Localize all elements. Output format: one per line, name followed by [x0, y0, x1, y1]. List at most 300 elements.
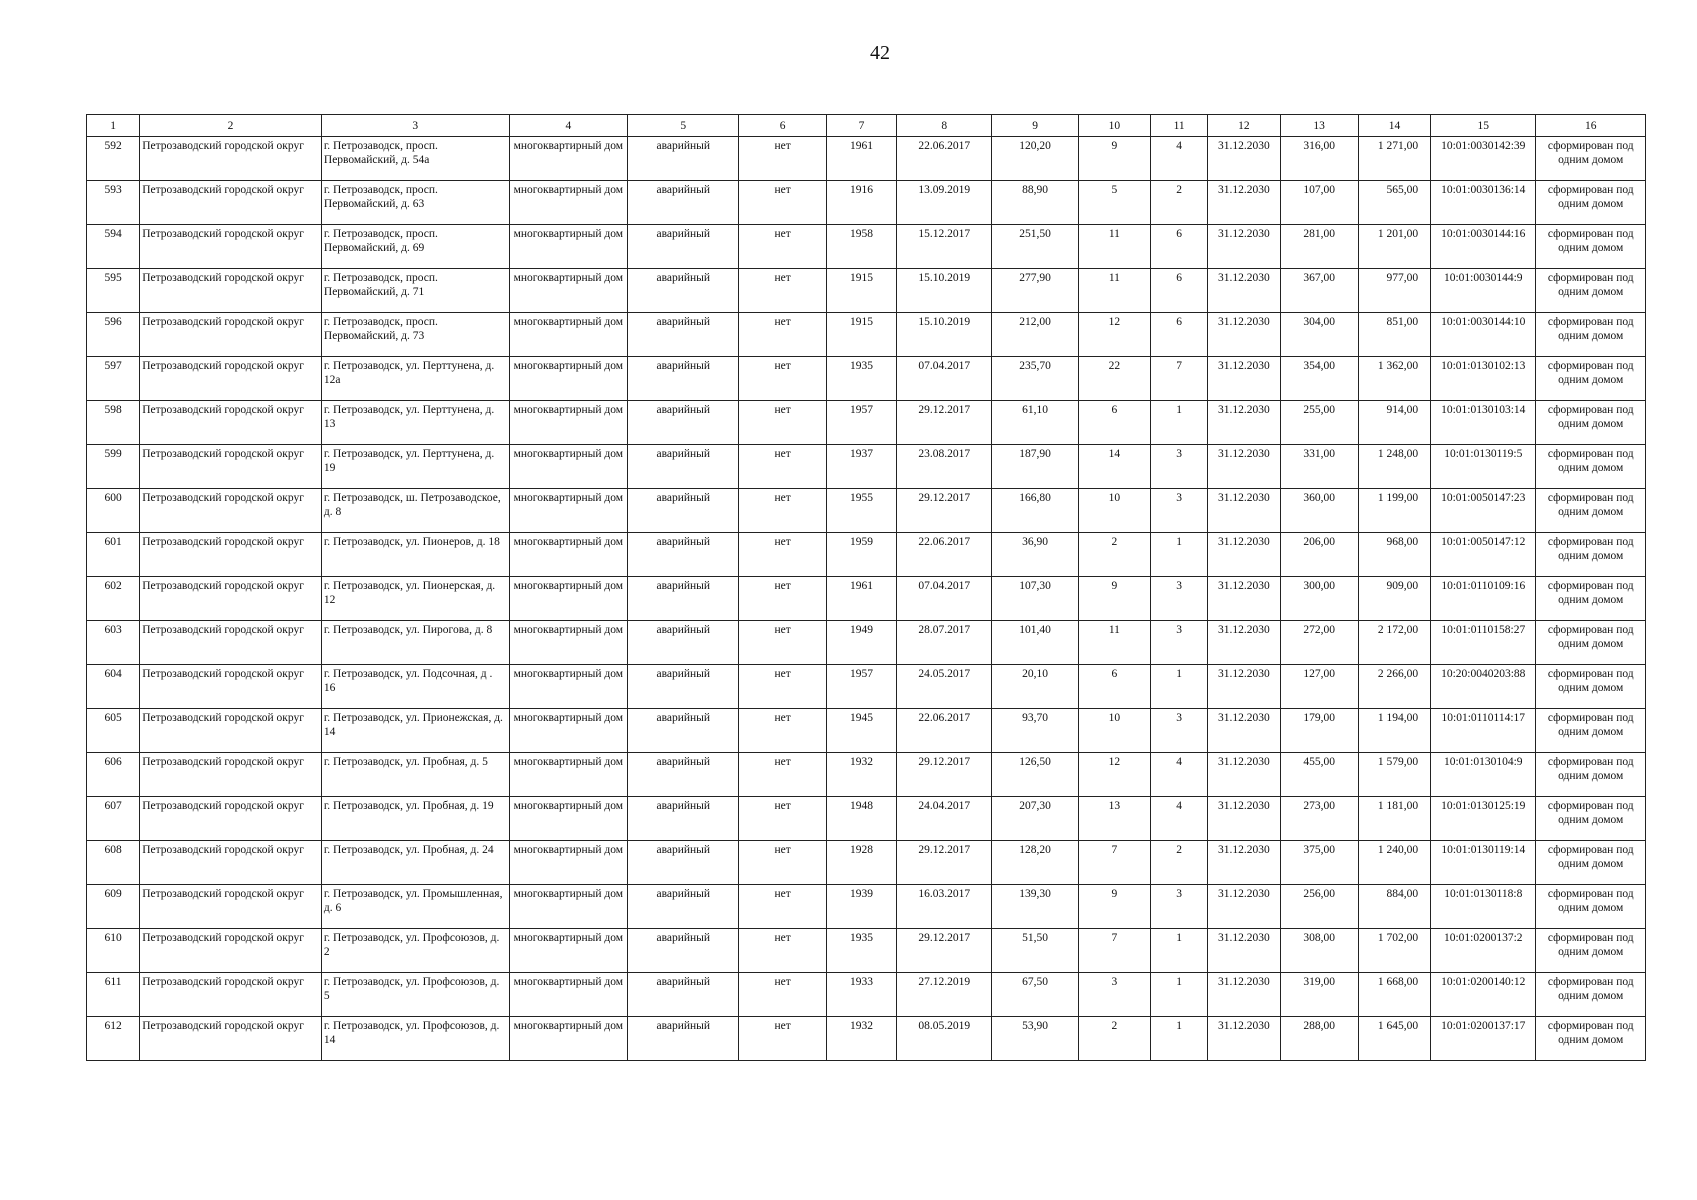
year-cell: 1935: [826, 929, 896, 973]
row-number-cell: 610: [87, 929, 140, 973]
cadastral-number-cell: 10:01:0200137:2: [1431, 929, 1536, 973]
value-cell: 304,00: [1280, 313, 1358, 357]
district-cell: Петрозаводский городской округ: [140, 313, 322, 357]
district-cell: Петрозаводский городской округ: [140, 225, 322, 269]
cadastral-number-cell: 10:01:0030144:9: [1431, 269, 1536, 313]
value-cell: 977,00: [1358, 269, 1430, 313]
flag-cell: нет: [739, 269, 826, 313]
value-cell: 1 181,00: [1358, 797, 1430, 841]
year-cell: 1949: [826, 621, 896, 665]
row-number-cell: 608: [87, 841, 140, 885]
recognition-date-cell: 13.09.2019: [897, 181, 992, 225]
status-cell: аварийный: [628, 313, 739, 357]
flag-cell: нет: [739, 885, 826, 929]
value-cell: 272,00: [1280, 621, 1358, 665]
address-cell: г. Петрозаводск, ул. Профсоюзов, д. 2: [321, 929, 509, 973]
district-cell: Петрозаводский городской округ: [140, 885, 322, 929]
count-cell: 12: [1078, 753, 1150, 797]
flag-cell: нет: [739, 841, 826, 885]
status-cell: аварийный: [628, 445, 739, 489]
value-cell: 565,00: [1358, 181, 1430, 225]
table-row: [87, 621, 1646, 665]
address-cell: г. Петрозаводск, ул. Промышленная, д. 6: [321, 885, 509, 929]
count-cell: 1: [1151, 929, 1208, 973]
address-cell: г. Петрозаводск, ул. Перттунена, д. 12а: [321, 357, 509, 401]
area-cell: 166,80: [992, 489, 1078, 533]
table-row: [87, 269, 1646, 313]
recognition-date-cell: 23.08.2017: [897, 445, 992, 489]
count-cell: 3: [1151, 885, 1208, 929]
status-cell: аварийный: [628, 753, 739, 797]
value-cell: 308,00: [1280, 929, 1358, 973]
count-cell: 4: [1151, 797, 1208, 841]
address-cell: г. Петрозаводск, ул. Профсоюзов, д. 14: [321, 1017, 509, 1061]
flag-cell: нет: [739, 533, 826, 577]
address-cell: г. Петрозаводск, ул. Перттунена, д. 13: [321, 401, 509, 445]
value-cell: 107,00: [1280, 181, 1358, 225]
district-cell: Петрозаводский городской округ: [140, 753, 322, 797]
deadline-cell: 31.12.2030: [1208, 489, 1280, 533]
value-cell: 851,00: [1358, 313, 1430, 357]
status-cell: аварийный: [628, 621, 739, 665]
address-cell: г. Петрозаводск, просп. Первомайский, д. 63: [321, 181, 509, 225]
deadline-cell: 31.12.2030: [1208, 533, 1280, 577]
count-cell: 6: [1078, 401, 1150, 445]
count-cell: 1: [1151, 401, 1208, 445]
recognition-date-cell: 07.04.2017: [897, 357, 992, 401]
value-cell: 288,00: [1280, 1017, 1358, 1061]
deadline-cell: 31.12.2030: [1208, 269, 1280, 313]
status-cell: аварийный: [628, 357, 739, 401]
flag-cell: нет: [739, 445, 826, 489]
status-cell: аварийный: [628, 225, 739, 269]
district-cell: Петрозаводский городской округ: [140, 665, 322, 709]
value-cell: 273,00: [1280, 797, 1358, 841]
district-cell: Петрозаводский городской округ: [140, 841, 322, 885]
district-cell: Петрозаводский городской округ: [140, 269, 322, 313]
year-cell: 1937: [826, 445, 896, 489]
district-cell: Петрозаводский городской округ: [140, 797, 322, 841]
area-cell: 277,90: [992, 269, 1078, 313]
deadline-cell: 31.12.2030: [1208, 797, 1280, 841]
value-cell: 914,00: [1358, 401, 1430, 445]
building-type-cell: многоквартирный дом: [509, 665, 627, 709]
recognition-date-cell: 29.12.2017: [897, 401, 992, 445]
land-plot-note-cell: сформирован под одним домом: [1536, 621, 1646, 665]
value-cell: 206,00: [1280, 533, 1358, 577]
district-cell: Петрозаводский городской округ: [140, 137, 322, 181]
land-plot-note-cell: сформирован под одним домом: [1536, 973, 1646, 1017]
year-cell: 1961: [826, 577, 896, 621]
year-cell: 1955: [826, 489, 896, 533]
area-cell: 126,50: [992, 753, 1078, 797]
row-number-cell: 599: [87, 445, 140, 489]
land-plot-note-cell: сформирован под одним домом: [1536, 225, 1646, 269]
count-cell: 1: [1151, 1017, 1208, 1061]
column-header: 3: [321, 115, 509, 137]
district-cell: Петрозаводский городской округ: [140, 577, 322, 621]
row-number-cell: 612: [87, 1017, 140, 1061]
value-cell: 300,00: [1280, 577, 1358, 621]
count-cell: 9: [1078, 577, 1150, 621]
address-cell: г. Петрозаводск, ш. Петрозаводское, д. 8: [321, 489, 509, 533]
table-row: [87, 445, 1646, 489]
count-cell: 2: [1078, 533, 1150, 577]
year-cell: 1935: [826, 357, 896, 401]
building-type-cell: многоквартирный дом: [509, 489, 627, 533]
value-cell: 319,00: [1280, 973, 1358, 1017]
area-cell: 207,30: [992, 797, 1078, 841]
land-plot-note-cell: сформирован под одним домом: [1536, 489, 1646, 533]
table-row: [87, 665, 1646, 709]
page-number: 42: [870, 42, 890, 64]
status-cell: аварийный: [628, 665, 739, 709]
recognition-date-cell: 24.04.2017: [897, 797, 992, 841]
value-cell: 179,00: [1280, 709, 1358, 753]
building-type-cell: многоквартирный дом: [509, 269, 627, 313]
flag-cell: нет: [739, 709, 826, 753]
deadline-cell: 31.12.2030: [1208, 973, 1280, 1017]
building-type-cell: многоквартирный дом: [509, 621, 627, 665]
area-cell: 101,40: [992, 621, 1078, 665]
deadline-cell: 31.12.2030: [1208, 1017, 1280, 1061]
column-header: 15: [1431, 115, 1536, 137]
value-cell: 316,00: [1280, 137, 1358, 181]
cadastral-number-cell: 10:01:0130119:5: [1431, 445, 1536, 489]
area-cell: 187,90: [992, 445, 1078, 489]
value-cell: 1 668,00: [1358, 973, 1430, 1017]
value-cell: 331,00: [1280, 445, 1358, 489]
year-cell: 1961: [826, 137, 896, 181]
row-number-cell: 604: [87, 665, 140, 709]
count-cell: 4: [1151, 753, 1208, 797]
cadastral-number-cell: 10:01:0050147:23: [1431, 489, 1536, 533]
count-cell: 2: [1151, 181, 1208, 225]
area-cell: 67,50: [992, 973, 1078, 1017]
column-header: 4: [509, 115, 627, 137]
value-cell: 255,00: [1280, 401, 1358, 445]
recognition-date-cell: 24.05.2017: [897, 665, 992, 709]
land-plot-note-cell: сформирован под одним домом: [1536, 533, 1646, 577]
count-cell: 3: [1151, 621, 1208, 665]
address-cell: г. Петрозаводск, ул. Профсоюзов, д. 5: [321, 973, 509, 1017]
count-cell: 11: [1078, 225, 1150, 269]
status-cell: аварийный: [628, 533, 739, 577]
row-number-cell: 607: [87, 797, 140, 841]
deadline-cell: 31.12.2030: [1208, 709, 1280, 753]
table-row: [87, 137, 1646, 181]
deadline-cell: 31.12.2030: [1208, 357, 1280, 401]
deadline-cell: 31.12.2030: [1208, 137, 1280, 181]
column-header: 16: [1536, 115, 1646, 137]
value-cell: 281,00: [1280, 225, 1358, 269]
status-cell: аварийный: [628, 841, 739, 885]
flag-cell: нет: [739, 1017, 826, 1061]
column-header: 14: [1358, 115, 1430, 137]
building-type-cell: многоквартирный дом: [509, 533, 627, 577]
year-cell: 1948: [826, 797, 896, 841]
flag-cell: нет: [739, 577, 826, 621]
area-cell: 51,50: [992, 929, 1078, 973]
address-cell: г. Петрозаводск, просп. Первомайский, д. 71: [321, 269, 509, 313]
count-cell: 2: [1151, 841, 1208, 885]
table-row: [87, 709, 1646, 753]
status-cell: аварийный: [628, 1017, 739, 1061]
deadline-cell: 31.12.2030: [1208, 577, 1280, 621]
year-cell: 1939: [826, 885, 896, 929]
land-plot-note-cell: сформирован под одним домом: [1536, 445, 1646, 489]
count-cell: 14: [1078, 445, 1150, 489]
year-cell: 1957: [826, 401, 896, 445]
address-cell: г. Петрозаводск, ул. Пробная, д. 24: [321, 841, 509, 885]
count-cell: 7: [1151, 357, 1208, 401]
row-number-cell: 592: [87, 137, 140, 181]
row-number-cell: 603: [87, 621, 140, 665]
value-cell: 256,00: [1280, 885, 1358, 929]
value-cell: 1 362,00: [1358, 357, 1430, 401]
column-number-header-row: [87, 115, 1646, 137]
land-plot-note-cell: сформирован под одним домом: [1536, 709, 1646, 753]
building-type-cell: многоквартирный дом: [509, 313, 627, 357]
column-header: 1: [87, 115, 140, 137]
row-number-cell: 594: [87, 225, 140, 269]
year-cell: 1932: [826, 1017, 896, 1061]
address-cell: г. Петрозаводск, ул. Перттунена, д. 19: [321, 445, 509, 489]
address-cell: г. Петрозаводск, ул. Пионерская, д. 12: [321, 577, 509, 621]
deadline-cell: 31.12.2030: [1208, 401, 1280, 445]
count-cell: 1: [1151, 665, 1208, 709]
value-cell: 1 240,00: [1358, 841, 1430, 885]
land-plot-note-cell: сформирован под одним домом: [1536, 797, 1646, 841]
row-number-cell: 605: [87, 709, 140, 753]
recognition-date-cell: 29.12.2017: [897, 841, 992, 885]
value-cell: 909,00: [1358, 577, 1430, 621]
building-type-cell: многоквартирный дом: [509, 225, 627, 269]
table-row: [87, 797, 1646, 841]
address-cell: г. Петрозаводск, ул. Пробная, д. 5: [321, 753, 509, 797]
area-cell: 235,70: [992, 357, 1078, 401]
district-cell: Петрозаводский городской округ: [140, 973, 322, 1017]
count-cell: 22: [1078, 357, 1150, 401]
column-header: 13: [1280, 115, 1358, 137]
count-cell: 6: [1151, 269, 1208, 313]
building-type-cell: многоквартирный дом: [509, 797, 627, 841]
land-plot-note-cell: сформирован под одним домом: [1536, 885, 1646, 929]
count-cell: 4: [1151, 137, 1208, 181]
land-plot-note-cell: сформирован под одним домом: [1536, 181, 1646, 225]
table-row: [87, 841, 1646, 885]
land-plot-note-cell: сформирован под одним домом: [1536, 1017, 1646, 1061]
land-plot-note-cell: сформирован под одним домом: [1536, 269, 1646, 313]
district-cell: Петрозаводский городской округ: [140, 401, 322, 445]
building-type-cell: многоквартирный дом: [509, 885, 627, 929]
value-cell: 1 645,00: [1358, 1017, 1430, 1061]
cadastral-number-cell: 10:01:0130102:13: [1431, 357, 1536, 401]
year-cell: 1957: [826, 665, 896, 709]
deadline-cell: 31.12.2030: [1208, 841, 1280, 885]
status-cell: аварийный: [628, 181, 739, 225]
building-type-cell: многоквартирный дом: [509, 401, 627, 445]
building-type-cell: многоквартирный дом: [509, 577, 627, 621]
cadastral-number-cell: 10:01:0200140:12: [1431, 973, 1536, 1017]
count-cell: 3: [1078, 973, 1150, 1017]
flag-cell: нет: [739, 665, 826, 709]
building-type-cell: многоквартирный дом: [509, 929, 627, 973]
address-cell: г. Петрозаводск, ул. Прионежская, д. 14: [321, 709, 509, 753]
flag-cell: нет: [739, 181, 826, 225]
building-type-cell: многоквартирный дом: [509, 753, 627, 797]
land-plot-note-cell: сформирован под одним домом: [1536, 841, 1646, 885]
column-header: 2: [140, 115, 322, 137]
table-body: [87, 137, 1646, 1061]
land-plot-note-cell: сформирован под одним домом: [1536, 137, 1646, 181]
value-cell: 1 702,00: [1358, 929, 1430, 973]
land-plot-note-cell: сформирован под одним домом: [1536, 313, 1646, 357]
area-cell: 251,50: [992, 225, 1078, 269]
flag-cell: нет: [739, 137, 826, 181]
value-cell: 127,00: [1280, 665, 1358, 709]
recognition-date-cell: 15.10.2019: [897, 269, 992, 313]
status-cell: аварийный: [628, 401, 739, 445]
value-cell: 1 201,00: [1358, 225, 1430, 269]
building-type-cell: многоквартирный дом: [509, 1017, 627, 1061]
cadastral-number-cell: 10:01:0110114:17: [1431, 709, 1536, 753]
year-cell: 1915: [826, 269, 896, 313]
count-cell: 9: [1078, 885, 1150, 929]
address-cell: г. Петрозаводск, ул. Пирогова, д. 8: [321, 621, 509, 665]
recognition-date-cell: 28.07.2017: [897, 621, 992, 665]
cadastral-number-cell: 10:01:0030142:39: [1431, 137, 1536, 181]
value-cell: 2 266,00: [1358, 665, 1430, 709]
recognition-date-cell: 22.06.2017: [897, 137, 992, 181]
area-cell: 20,10: [992, 665, 1078, 709]
cadastral-number-cell: 10:01:0130125:19: [1431, 797, 1536, 841]
deadline-cell: 31.12.2030: [1208, 621, 1280, 665]
building-type-cell: многоквартирный дом: [509, 973, 627, 1017]
year-cell: 1932: [826, 753, 896, 797]
status-cell: аварийный: [628, 709, 739, 753]
table-row: [87, 929, 1646, 973]
area-cell: 53,90: [992, 1017, 1078, 1061]
value-cell: 360,00: [1280, 489, 1358, 533]
count-cell: 7: [1078, 841, 1150, 885]
land-plot-note-cell: сформирован под одним домом: [1536, 929, 1646, 973]
row-number-cell: 593: [87, 181, 140, 225]
row-number-cell: 611: [87, 973, 140, 1017]
deadline-cell: 31.12.2030: [1208, 665, 1280, 709]
year-cell: 1958: [826, 225, 896, 269]
recognition-date-cell: 29.12.2017: [897, 489, 992, 533]
flag-cell: нет: [739, 797, 826, 841]
table-row: [87, 753, 1646, 797]
year-cell: 1933: [826, 973, 896, 1017]
recognition-date-cell: 15.10.2019: [897, 313, 992, 357]
deadline-cell: 31.12.2030: [1208, 885, 1280, 929]
table-row: [87, 577, 1646, 621]
flag-cell: нет: [739, 313, 826, 357]
column-header: 7: [826, 115, 896, 137]
district-cell: Петрозаводский городской округ: [140, 489, 322, 533]
value-cell: 367,00: [1280, 269, 1358, 313]
flag-cell: нет: [739, 973, 826, 1017]
value-cell: 884,00: [1358, 885, 1430, 929]
deadline-cell: 31.12.2030: [1208, 181, 1280, 225]
deadline-cell: 31.12.2030: [1208, 445, 1280, 489]
table-row: [87, 1017, 1646, 1061]
flag-cell: нет: [739, 489, 826, 533]
value-cell: 1 199,00: [1358, 489, 1430, 533]
count-cell: 3: [1151, 445, 1208, 489]
address-cell: г. Петрозаводск, просп. Первомайский, д. 54а: [321, 137, 509, 181]
table-row: [87, 973, 1646, 1017]
deadline-cell: 31.12.2030: [1208, 225, 1280, 269]
count-cell: 6: [1151, 313, 1208, 357]
cadastral-number-cell: 10:01:0130119:14: [1431, 841, 1536, 885]
cadastral-number-cell: 10:01:0130118:8: [1431, 885, 1536, 929]
value-cell: 968,00: [1358, 533, 1430, 577]
column-header: 10: [1078, 115, 1150, 137]
column-header: 5: [628, 115, 739, 137]
row-number-cell: 601: [87, 533, 140, 577]
count-cell: 13: [1078, 797, 1150, 841]
year-cell: 1916: [826, 181, 896, 225]
column-header: 8: [897, 115, 992, 137]
row-number-cell: 609: [87, 885, 140, 929]
column-header: 12: [1208, 115, 1280, 137]
value-cell: 1 248,00: [1358, 445, 1430, 489]
value-cell: 455,00: [1280, 753, 1358, 797]
count-cell: 3: [1151, 577, 1208, 621]
recognition-date-cell: 07.04.2017: [897, 577, 992, 621]
value-cell: 1 579,00: [1358, 753, 1430, 797]
flag-cell: нет: [739, 225, 826, 269]
land-plot-note-cell: сформирован под одним домом: [1536, 401, 1646, 445]
count-cell: 9: [1078, 137, 1150, 181]
recognition-date-cell: 29.12.2017: [897, 929, 992, 973]
count-cell: 3: [1151, 709, 1208, 753]
cadastral-number-cell: 10:01:0030144:16: [1431, 225, 1536, 269]
area-cell: 36,90: [992, 533, 1078, 577]
count-cell: 1: [1151, 533, 1208, 577]
count-cell: 2: [1078, 1017, 1150, 1061]
value-cell: 2 172,00: [1358, 621, 1430, 665]
column-header: 11: [1151, 115, 1208, 137]
address-cell: г. Петрозаводск, просп. Первомайский, д. 69: [321, 225, 509, 269]
building-type-cell: многоквартирный дом: [509, 181, 627, 225]
recognition-date-cell: 29.12.2017: [897, 753, 992, 797]
recognition-date-cell: 15.12.2017: [897, 225, 992, 269]
year-cell: 1959: [826, 533, 896, 577]
district-cell: Петрозаводский городской округ: [140, 357, 322, 401]
building-type-cell: многоквартирный дом: [509, 357, 627, 401]
year-cell: 1915: [826, 313, 896, 357]
cadastral-number-cell: 10:01:0200137:17: [1431, 1017, 1536, 1061]
recognition-date-cell: 08.05.2019: [897, 1017, 992, 1061]
count-cell: 7: [1078, 929, 1150, 973]
status-cell: аварийный: [628, 137, 739, 181]
area-cell: 128,20: [992, 841, 1078, 885]
table-row: [87, 181, 1646, 225]
recognition-date-cell: 22.06.2017: [897, 709, 992, 753]
table-row: [87, 313, 1646, 357]
table-row: [87, 357, 1646, 401]
cadastral-number-cell: 10:01:0030144:10: [1431, 313, 1536, 357]
count-cell: 10: [1078, 489, 1150, 533]
count-cell: 5: [1078, 181, 1150, 225]
area-cell: 88,90: [992, 181, 1078, 225]
district-cell: Петрозаводский городской округ: [140, 621, 322, 665]
cadastral-number-cell: 10:01:0130103:14: [1431, 401, 1536, 445]
